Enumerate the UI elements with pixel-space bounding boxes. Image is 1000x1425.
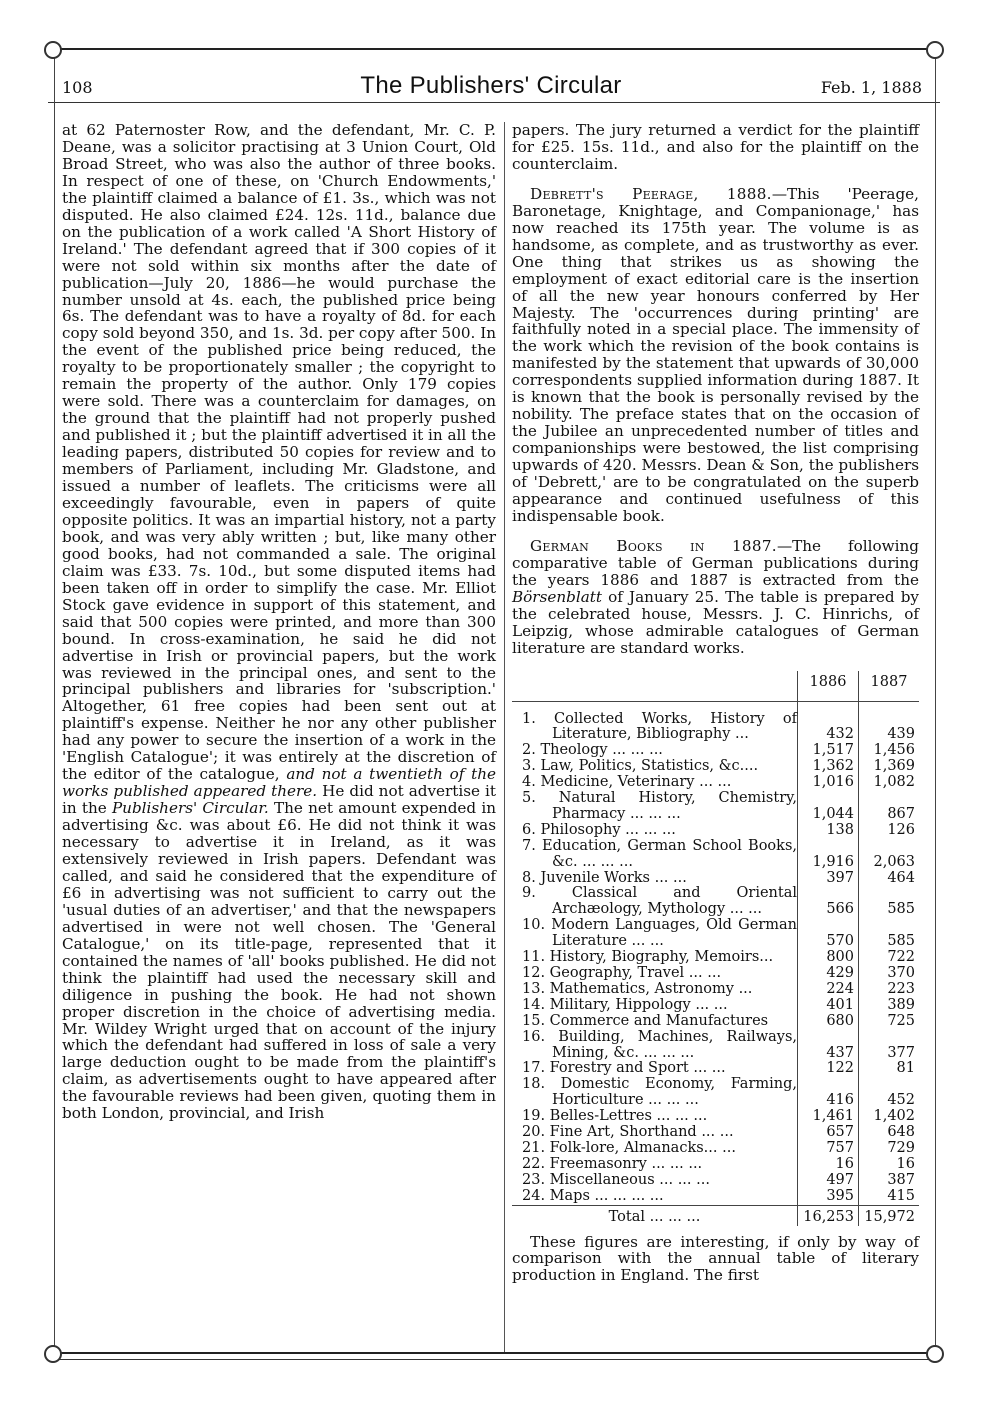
table-row <box>512 759 919 775</box>
value-1886: 224 <box>798 982 859 998</box>
table-row <box>512 1189 919 1205</box>
row-label: 6. Philosophy ... ... ... <box>522 821 676 838</box>
value-1887: 81 <box>859 1061 920 1077</box>
value-1887: 16 <box>859 1157 920 1173</box>
corner-ornament-icon <box>44 1345 62 1363</box>
publication-name: Börsenblatt <box>512 587 602 606</box>
total-row <box>512 1205 919 1225</box>
corner-ornament-icon <box>926 41 944 59</box>
row-label: 15. Commerce and Manufactures <box>522 1012 769 1029</box>
row-label: 9. Classical and Oriental Archæology, Mythology ... ... <box>522 885 797 918</box>
table-row <box>512 1173 919 1189</box>
value-1886: 437 <box>798 1030 859 1062</box>
table-row <box>512 1014 919 1030</box>
value-1886: 570 <box>798 918 859 950</box>
row-label: 5. Natural History, Chemistry, Pharmacy ... ... ... <box>522 790 797 822</box>
row-label: 8. Juvenile Works ... ... <box>522 869 687 886</box>
issue-date: Feb. 1, 1888 <box>820 78 922 97</box>
value-1887: 722 <box>859 950 920 966</box>
total-label: Total ... ... ... <box>512 1205 798 1225</box>
right-column <box>512 122 919 1284</box>
verdict-paragraph: papers. The jury returned a verdict for the plaintiff for £25. 15s. 11d., and also for the plaintiff on the counterclaim. <box>512 121 919 173</box>
total-1887: 15,972 <box>859 1205 920 1225</box>
value-1886: 429 <box>798 966 859 982</box>
right-border <box>935 55 936 1352</box>
column-header-1887: 1887 <box>859 671 920 701</box>
paragraph-text: of January 25. The table is prepared by the celebrated house, Messrs. J. C. Hinrichs, of Leipzig, whose admirable catalogues of German literature are standard works. <box>512 587 920 657</box>
closing-paragraph: These figures are interesting, if only by way of comparison with the annual table of literary production in England. The first <box>512 1232 919 1285</box>
value-1886: 401 <box>798 998 859 1014</box>
value-1887: 223 <box>859 982 920 998</box>
section-heading: German Books in 1887. <box>530 536 777 555</box>
row-label: 17. Forestry and Sport ... ... <box>522 1060 726 1077</box>
table-row <box>512 701 919 743</box>
value-1886: 800 <box>798 950 859 966</box>
row-label: 24. Maps ... ... ... ... <box>522 1187 664 1204</box>
row-label: 20. Fine Art, Shorthand ... ... <box>522 1124 734 1141</box>
value-1887: 377 <box>859 1030 920 1062</box>
table-row <box>512 966 919 982</box>
corner-ornament-icon <box>926 1345 944 1363</box>
value-1886: 757 <box>798 1141 859 1157</box>
row-label: 22. Freemasonry ... ... ... <box>522 1155 703 1172</box>
value-1887: 452 <box>859 1077 920 1109</box>
value-1887: 126 <box>859 823 920 839</box>
table-row <box>512 950 919 966</box>
row-label: 4. Medicine, Veterinary ... ... <box>522 774 732 791</box>
table-row <box>512 791 919 823</box>
value-1887: 585 <box>859 918 920 950</box>
table-row <box>512 1125 919 1141</box>
value-1887: 439 <box>859 701 920 743</box>
value-1887: 2,063 <box>859 839 920 871</box>
table-row <box>512 823 919 839</box>
table-row <box>512 1061 919 1077</box>
value-1886: 16 <box>798 1157 859 1173</box>
row-label: 19. Belles-Lettres ... ... ... <box>522 1108 708 1125</box>
value-1887: 1,082 <box>859 775 920 791</box>
article-text: The net amount expended in advertising &c. was about £6. He did not think it was necessary to advertise it in Ireland, as it was extensively reviewed in Irish papers. Defendant was called, and said he considered that the expenditure of £6 in advertising was not sufficient to carry out the 'usual duties of an advertiser,' and that the newspapers advertised in were not well chosen. The 'General Catalogue,' on its title-page, represented that it contained the names of 'all' books published. He did not think the plaintiff had used the necessary skill and diligence in pushing the book. He had not shown proper discretion in the choice of advertising media. Mr. Wildey Wright urged that on account of the injury which the defendant had suffered in loss of sale a very large deduction ought to be made from the plaintiff's claim, as advertisements ought to have appeared after the favourable reviews had been given, quoting them in both London, provincial, and Irish <box>62 799 497 1123</box>
table-row <box>512 871 919 887</box>
table-header-blank <box>512 671 798 701</box>
value-1887: 415 <box>859 1189 920 1205</box>
row-label: 3. Law, Politics, Statistics, &c.... <box>522 758 759 775</box>
row-label: 12. Geography, Travel ... ... <box>522 965 722 981</box>
value-1886: 566 <box>798 886 859 918</box>
paragraph-text: —This 'Peerage, Baronetage, Knightage, and Companionage,' has now reached its 175th year. The volume is as handsome, as complete, and as trustworthy as ever. One thing that strikes us as showing the employment of exact editorial care is the insertion of all the new year honours conferred by Her Majesty. The 'occurrences during printing' are faithfully noted in a special place. The immensity of the work which the revision of the book contains is manifested by the statement that upwards of 30,000 correspondents supplied information during 1887. It is known that the book is personally revised by the nobility. The preface states that on the occasion of the Jubilee an unprecedented number of titles and companionships were bestowed, the list comprising upwards of 420. Messrs. Dean & Son, the publishers of 'Debrett,' are to be congratulated on the superb appearance and continued usefulness of this indispensable book. <box>512 184 919 525</box>
bottom-rule-inner <box>48 1359 940 1360</box>
publication-name: Publishers' Circular. <box>111 799 269 818</box>
value-1886: 657 <box>798 1125 859 1141</box>
row-label: 14. Military, Hippology ... ... <box>522 996 728 1013</box>
value-1887: 464 <box>859 871 920 887</box>
section-heading: Debrett's Peerage, 1888. <box>530 184 772 203</box>
page-header <box>60 72 922 100</box>
row-label: 10. Modern Languages, Old German Literature ... ... <box>522 917 797 950</box>
article-text: at 62 Paternoster Row, and the defendant, Mr. C. P. Deane, was a solicitor practising at 3 Union Court, Old Broad Street, who was also the author of three books. In respect of one of these, on 'Church Endowments,' the plaintiff claimed a balance of £1. 3s., which was not disputed. He also claimed £24. 12s. 11d., balance due on the publication of a work called 'A Short History of Ireland.' The defendant agreed that if 300 copies of it were not sold within six months after the date of publication—July 20, 1886—he would purchase the number unsold at 4s. each, the published price being 6s. The defendant was to have a royalty of 8d. for each copy sold beyond 350, and 1s. 3d. per copy after 500. In the event of the published price being reduced, the royalty to be proportionately smaller ; the copyright to remain the property of the author. Only 179 copies were sold. There was a counterclaim for damages, on the ground that the plaintiff had not properly pushed and published it ; but the plaintiff advertised it in all the leading papers, distributed 50 copies for review and to members of Parliament, including Mr. Gladstone, and issued a number of leaflets. The criticisms were all exceedingly favourable, even in papers of quite opposite politics. It was an impartial history, not a party book, and was very ably written ; but, like many other good books, had not commanded a sale. The original claim was £33. 7s. 10d., but some disputed items had been taken off in order to simplify the case. Mr. Elliot Stock gave evidence in support of this statement, and said that 500 copies were printed, and more than 300 bound. In cross-examination, he said he did not advertise in Irish or provincial papers, but the work was reviewed in the principal ones, and sent to the principal publishers and libraries for 'subscription.' Altogether, 61 free copies had been sent out at plaintiff's expense. Neither he nor any other publisher had any power to secure the insertion of a work in the 'English Catalogue'; it was entirely at the discretion of the editor of the catalogue, <box>62 121 496 784</box>
value-1887: 867 <box>859 791 920 823</box>
debretts-paragraph <box>512 186 919 525</box>
left-column <box>62 122 496 1122</box>
value-1887: 370 <box>859 966 920 982</box>
row-label: 16. Building, Machines, Railways, Mining, &c. ... ... ... <box>522 1028 797 1061</box>
value-1886: 395 <box>798 1189 859 1205</box>
value-1886: 1,362 <box>798 759 859 775</box>
left-border <box>54 55 55 1352</box>
row-label: 21. Folk-lore, Almanacks... ... <box>522 1139 736 1156</box>
row-label: 18. Domestic Economy, Farming, Horticulture ... ... ... <box>522 1076 797 1109</box>
row-label: 7. Education, German School Books, &c. ... ... ... <box>522 837 797 870</box>
article-body <box>62 122 496 1122</box>
table-row <box>512 1077 919 1109</box>
value-1887: 585 <box>859 886 920 918</box>
table-row <box>512 982 919 998</box>
column-header-1886: 1886 <box>798 671 859 701</box>
row-label: 2. Theology ... ... ... <box>522 742 663 759</box>
table-row <box>512 839 919 871</box>
value-1886: 680 <box>798 1014 859 1030</box>
italic-phrase: and not a twentieth of the works published appeared there. <box>62 765 497 801</box>
header-rule <box>48 102 940 103</box>
value-1886: 1,044 <box>798 791 859 823</box>
value-1886: 497 <box>798 1173 859 1189</box>
table-row <box>512 1141 919 1157</box>
value-1887: 648 <box>859 1125 920 1141</box>
row-label: 13. Mathematics, Astronomy ... <box>522 980 753 997</box>
table-row <box>512 886 919 918</box>
corner-ornament-icon <box>44 41 62 59</box>
row-label: 11. History, Biography, Memoirs... <box>522 949 774 966</box>
value-1886: 416 <box>798 1077 859 1109</box>
value-1887: 729 <box>859 1141 920 1157</box>
value-1887: 725 <box>859 1014 920 1030</box>
table-row <box>512 1157 919 1173</box>
table-row <box>512 918 919 950</box>
table-row <box>512 1109 919 1125</box>
article-text: He did not advertise it in the <box>62 782 497 818</box>
value-1886: 122 <box>798 1061 859 1077</box>
german-books-paragraph <box>512 538 919 657</box>
paragraph-text: —The following comparative table of German publications during the years 1886 and 1887 is extracted from the <box>512 536 919 589</box>
value-1886: 1,016 <box>798 775 859 791</box>
bottom-rule <box>48 1352 940 1354</box>
table-header-row <box>512 671 919 701</box>
value-1886: 1,461 <box>798 1109 859 1125</box>
page-title: The Publishers' Circular <box>360 72 622 99</box>
value-1887: 1,456 <box>859 743 920 759</box>
value-1886: 138 <box>798 823 859 839</box>
value-1886: 432 <box>798 701 859 743</box>
top-rule <box>48 48 940 50</box>
value-1887: 1,402 <box>859 1109 920 1125</box>
table-row <box>512 998 919 1014</box>
table-row <box>512 1030 919 1062</box>
column-separator <box>504 122 505 1352</box>
row-label: 1. Collected Works, History of Literature, Bibliography ... <box>522 710 797 743</box>
table-row <box>512 743 919 759</box>
value-1887: 387 <box>859 1173 920 1189</box>
german-publications-table <box>512 671 919 1226</box>
total-1886: 16,253 <box>798 1205 859 1225</box>
value-1886: 1,916 <box>798 839 859 871</box>
value-1887: 389 <box>859 998 920 1014</box>
page-number: 108 <box>62 78 93 97</box>
value-1886: 397 <box>798 871 859 887</box>
row-label: 23. Miscellaneous ... ... ... <box>522 1171 710 1188</box>
value-1887: 1,369 <box>859 759 920 775</box>
table-row <box>512 775 919 791</box>
value-1886: 1,517 <box>798 743 859 759</box>
